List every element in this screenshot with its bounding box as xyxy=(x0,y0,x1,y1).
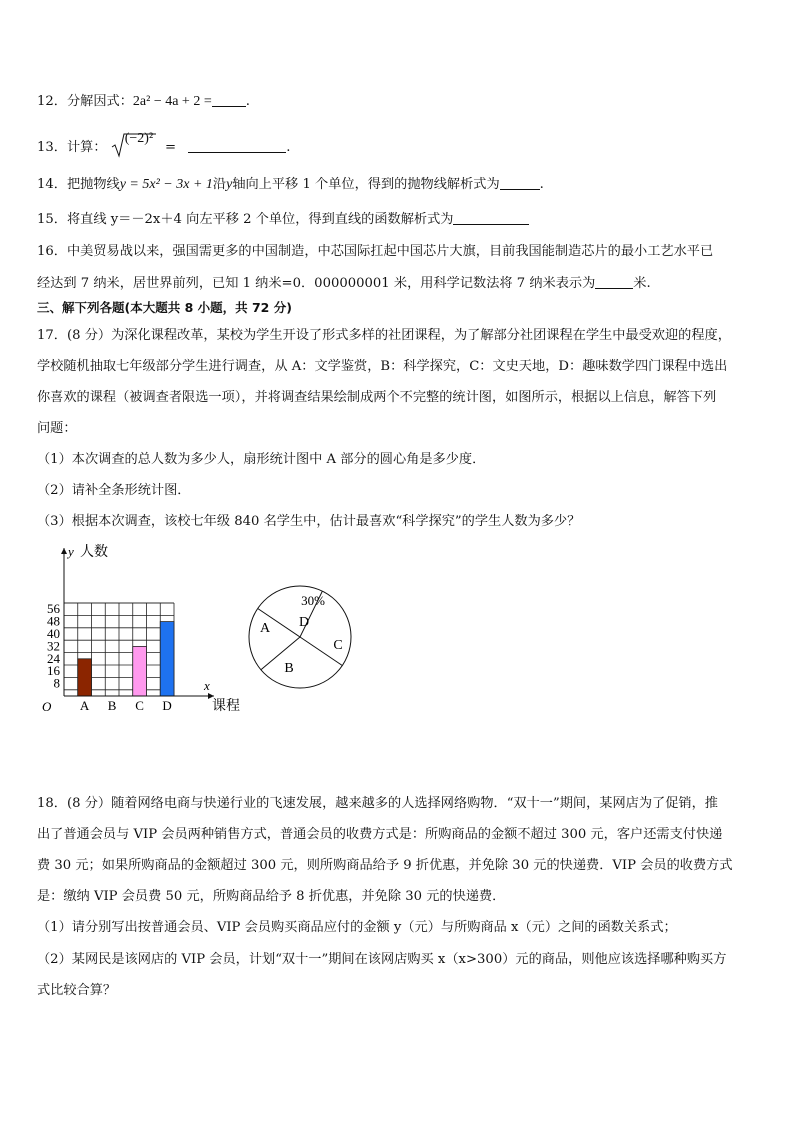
question-17-line-1: 17．(8 分）为深化课程改革，某校为学生开设了形式多样的社团课程，为了解部分社团课程在学生中最受欢迎的程度， xyxy=(37,328,731,343)
y-tick-label: 16 xyxy=(47,663,60,679)
q12-answer-blank xyxy=(212,92,246,107)
pie-annotation: 30% xyxy=(301,593,325,608)
q13-radicand: (−2)² xyxy=(124,131,154,146)
y-axis-label: 人数 xyxy=(80,544,108,560)
q14-axis: y xyxy=(226,177,233,192)
q14-mid2: 轴向上平移 1 个单位，得到的抛物线解析式为 xyxy=(232,177,500,192)
question-14 xyxy=(37,173,544,193)
bar-chart xyxy=(36,540,246,720)
x-axis-letter: x xyxy=(204,678,210,693)
question-17-sub-3: （3）根据本次调查，该校七年级 840 名学生中，估计最喜欢“科学探究”的学生人数为多少？ xyxy=(37,514,581,529)
pie-label-B: B xyxy=(284,661,294,676)
question-16-line-2 xyxy=(37,272,651,291)
q12-prefix: 12．分解因式： xyxy=(37,94,133,109)
question-17-line-2: 学校随机抽取七年级部分学生进行调查，从 A：文学鉴赏，B：科学探究，C：文史天地，D：趣味数学四门课程中选出 xyxy=(37,359,728,374)
question-13 xyxy=(37,132,290,158)
q13-answer-blank xyxy=(188,138,286,153)
origin-label: O xyxy=(42,699,52,714)
q12-expression: 2a² − 4a + 2 = xyxy=(132,94,212,109)
question-17-line-3: 你喜欢的课程（被调查者限选一项），并将调查结果绘制成两个不完整的统计图，如图所示，根据以上信息，解答下列 xyxy=(37,390,717,405)
y-tick-label: 40 xyxy=(47,626,60,641)
pie-label-D: D xyxy=(298,615,310,630)
question-18-sub-1: （1）请分别写出按普通会员、VIP 会员购买商品应付的金额 y（元）与所购商品 x（元）之间的函数关系式； xyxy=(37,920,677,935)
y-tick-label: 56 xyxy=(47,601,60,617)
q16-suffix: 米. xyxy=(633,276,651,291)
question-18-line-3: 费 30 元；如果所购商品的金额超过 300 元，则所购商品给予 9 折优惠，并免除 30 元的快递费．VIP 会员的收费方式 xyxy=(37,858,733,873)
question-18-sub-2-line-2: 式比较合算？ xyxy=(37,983,117,998)
q13-sqrt-expression xyxy=(111,132,157,158)
q16-line2-text: 经达到 7 纳米，居世界前列，已知 1 纳米=0．000000001 米，用科学记数法将 7 纳米表示为 xyxy=(37,276,596,291)
x-tick-label-B: B xyxy=(107,698,117,713)
q15-answer-blank xyxy=(453,210,529,225)
question-17-line-4: 问题： xyxy=(37,421,77,436)
y-tick-label: 24 xyxy=(47,650,60,666)
section-3-title: 三、解下列各题(本大题共 8 小题，共 72 分) xyxy=(37,300,292,315)
q14-suffix: . xyxy=(539,177,544,192)
question-16-line-1: 16．中美贸易战以来，强国需更多的中国制造，中芯国际扛起中国芯片大旗，目前我国能制造芯片的最小工艺水平已 xyxy=(37,244,714,259)
question-18-sub-2-line-1: （2）某网民是该网店的 VIP 会员，计划“双十一”期间在该网店购买 x（x>300）元的商品，则他应该选择哪种购买方 xyxy=(37,952,727,967)
q16-answer-blank xyxy=(595,274,633,289)
x-tick-label-C: C xyxy=(135,698,144,713)
y-tick-label: 32 xyxy=(47,638,60,654)
q14-prefix: 14．把抛物线 xyxy=(37,177,120,192)
y-tick-label: 8 xyxy=(53,675,60,691)
q14-mid1: 沿 xyxy=(212,177,227,192)
y-axis-arrow-icon xyxy=(61,548,67,554)
question-15 xyxy=(37,208,529,227)
q14-parabola: y = 5x² − 3x + 1 xyxy=(119,177,213,192)
bar-A xyxy=(78,659,92,696)
q12-suffix: . xyxy=(245,94,250,109)
q13-suffix: . xyxy=(286,140,291,155)
y-axis-letter: y xyxy=(68,544,74,559)
x-tick-label-D: D xyxy=(162,698,172,713)
bar-C xyxy=(133,646,147,696)
question-12 xyxy=(37,90,250,110)
q13-prefix: 13．计算： xyxy=(37,140,107,155)
q14-answer-blank xyxy=(500,175,540,190)
x-tick-label-A: A xyxy=(79,698,90,713)
x-axis-label: 课程 xyxy=(212,698,240,714)
question-18-line-4: 是：缴纳 VIP 会员费 50 元，所购商品给予 8 折优惠，并免除 30 元的快递费． xyxy=(37,889,506,904)
q13-equals: = xyxy=(164,140,176,155)
pie-label-A: A xyxy=(259,621,271,636)
y-tick-label: 48 xyxy=(47,613,60,629)
q15-text: 15．将直线 y＝－2x＋4 向左平移 2 个单位，得到直线的函数解析式为 xyxy=(37,212,454,227)
question-18-line-1: 18．(8 分）随着网络电商与快递行业的飞速发展，越来越多的人选择网络购物．“双十一”期间，某网店为了促销，推 xyxy=(37,796,718,811)
question-17-sub-2: （2）请补全条形统计图． xyxy=(37,483,191,498)
pie-label-C: C xyxy=(333,638,343,653)
question-17-sub-1: （1）本次调查的总人数为多少人，扇形统计图中 A 部分的圆心角是多少度． xyxy=(37,452,486,467)
pie-chart xyxy=(244,582,360,692)
bar-D xyxy=(160,622,174,696)
question-18-line-2: 出了普通会员与 VIP 会员两种销售方式，普通会员的收费方式是：所购商品的金额不超过 300 元，客户还需支付快递 xyxy=(37,827,723,842)
